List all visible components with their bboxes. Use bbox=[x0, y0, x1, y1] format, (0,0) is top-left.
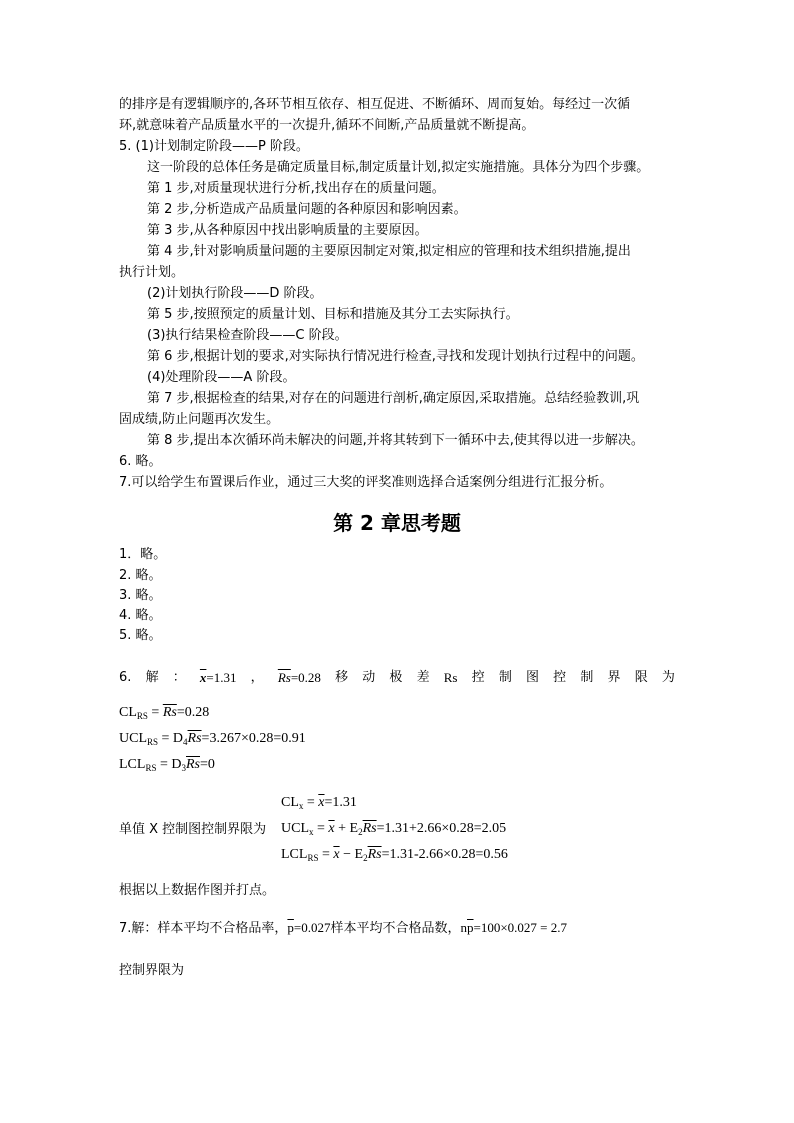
plot-instruction: 根据以上数据作图并打点。 bbox=[119, 883, 276, 898]
q6-word: 图 bbox=[526, 670, 540, 685]
q7-limits-label: 控制界限为 bbox=[119, 963, 185, 978]
answer-6: 6. 略。 bbox=[119, 454, 162, 469]
x-upper-limit-equation: $UCL_x = \overline{x} + E_2\overline{Rs}=1.31+2.66\times 0.28=2.05$ bbox=[281, 821, 507, 837]
para-line: 环,就意味着产品质量水平的一次提升,循环不间断,产品质量就不断提高。 bbox=[119, 118, 535, 133]
step-7: 第 7 步,根据检查的结果,对存在的问题进行剖析,确定原因,采取措施。总结经验教训,巩 bbox=[147, 391, 640, 406]
q6-intro-line bbox=[119, 668, 675, 688]
q6-number: 6. bbox=[119, 670, 132, 685]
q6-word: 控 bbox=[471, 670, 485, 685]
answer-7: 7.可以给学生布置课后作业，通过三大奖的评奖准则选择合适案例分组进行汇报分析。 bbox=[119, 475, 613, 490]
chapter-title: 第 2 章思考题 bbox=[333, 511, 461, 535]
q6-word: 差 bbox=[416, 670, 430, 685]
step-3: 第 3 步,从各种原因中找出影响质量的主要原因。 bbox=[147, 223, 428, 238]
rs-upper-limit-equation: $UCL_{RS} = D_4\overline{Rs}=3.267\times 0.28=0.91$ bbox=[119, 731, 306, 747]
answer-5-heading: 5. (1)计划制定阶段——P 阶段。 bbox=[119, 139, 309, 154]
ch2-answer-2: 2. 略。 bbox=[119, 568, 162, 583]
q6-colon: ： bbox=[172, 670, 186, 685]
x-lower-limit-equation: $LCL_{RS} = \overline{x} - E_2\overline{Rs}=1.31-2.66\times 0.28=0.56$ bbox=[281, 847, 508, 863]
q6-comma: ， bbox=[250, 670, 264, 685]
x-chart-limits-label: 单值 X 控制图控制界限为 bbox=[119, 822, 267, 837]
step-7-cont: 固成绩,防止问题再次发生。 bbox=[119, 412, 280, 427]
ch2-answer-4: 4. 略。 bbox=[119, 608, 162, 623]
phase-c: (3)执行结果检查阶段——C 阶段。 bbox=[147, 328, 348, 343]
x-center-line-equation: $CL_x = \overline{x}=1.31$ bbox=[281, 795, 357, 811]
q6-word: 极 bbox=[389, 670, 403, 685]
ch2-answer-1: 1．略。 bbox=[119, 547, 167, 562]
q6-solution-label: 解 bbox=[145, 670, 159, 685]
phase-d: (2)计划执行阶段——D 阶段。 bbox=[147, 286, 323, 301]
q6-word: 制 bbox=[580, 670, 594, 685]
q6-word: 为 bbox=[661, 670, 675, 685]
q6-word: 动 bbox=[362, 670, 376, 685]
q7-solution-line: 7.解：样本平均不合格品率，$\overline{p}=0.027$样本平均不合格品数，$n\overline{p}=100\times 0.027 = 2.7$ bbox=[119, 920, 568, 936]
q6-word: 限 bbox=[634, 670, 648, 685]
rs-center-line-equation: $CL_{RS} = \overline{Rs}=0.28$ bbox=[119, 705, 210, 721]
q6-word: 移 bbox=[335, 670, 349, 685]
rs-lower-limit-equation: $LCL_{RS} = D_3\overline{Rs}=0$ bbox=[119, 757, 215, 773]
q6-word: 控 bbox=[553, 670, 567, 685]
step-8: 第 8 步,提出本次循环尚未解决的问题,并将其转到下一循环中去,使其得以进一步解决。 bbox=[147, 433, 644, 448]
step-2: 第 2 步,分析造成产品质量问题的各种原因和影响因素。 bbox=[147, 202, 467, 217]
step-4: 第 4 步,针对影响质量问题的主要原因制定对策,拟定相应的管理和技术组织措施,提出 bbox=[147, 244, 631, 259]
phase-a: (4)处理阶段——A 阶段。 bbox=[147, 370, 296, 385]
step-4-cont: 执行计划。 bbox=[119, 265, 185, 280]
q6-word: 界 bbox=[607, 670, 621, 685]
ch2-answer-5: 5. 略。 bbox=[119, 628, 162, 643]
q6-word: Rs bbox=[443, 670, 458, 685]
q6-word: 制 bbox=[498, 670, 512, 685]
ch2-answer-3: 3. 略。 bbox=[119, 588, 162, 603]
para-line: 的排序是有逻辑顺序的,各环节相互依存、相互促进、不断循环、周而复始。每经过一次循 bbox=[119, 97, 631, 112]
para-line: 这一阶段的总体任务是确定质量目标,制定质量计划,拟定实施措施。具体分为四个步骤。 bbox=[147, 160, 650, 175]
step-6: 第 6 步,根据计划的要求,对实际执行情况进行检查,寻找和发现计划执行过程中的问题。 bbox=[147, 349, 644, 364]
step-5: 第 5 步,按照预定的质量计划、目标和措施及其分工去实际执行。 bbox=[147, 307, 519, 322]
step-1: 第 1 步,对质量现状进行分析,找出存在的质量问题。 bbox=[147, 181, 445, 196]
xbar-expression: $\overline{x}=1.31$ bbox=[199, 670, 237, 685]
rsbar-expression: $\overline{Rs}=0.28$ bbox=[277, 670, 321, 685]
